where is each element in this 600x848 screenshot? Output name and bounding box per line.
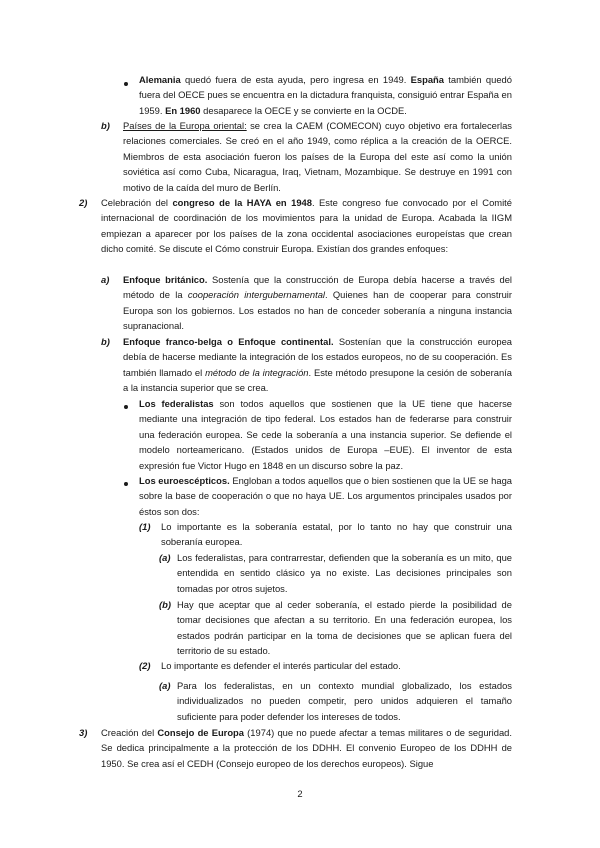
bold-text: congreso de la HAYA en 1948 [172, 197, 312, 208]
bullet-dot [124, 482, 128, 486]
italic-text: cooperación intergubernamental [187, 289, 325, 301]
paragraph-federalistas: Los federalistas son todos aquellos que sostienen que la UE tiene que hacerse mediante una integración de tipo federal. Los estados han de federarse para construir una federación europea. Se cede la soberanía a una instancia superior. Se defiende el modelo norteamericano. (Estados unidos de Europa –EUE). El inventor de esta expresión fue Victor Hugo en 1848 en un discurso sobre la paz. [139, 398, 513, 471]
bold-text: Enfoque franco-belga o Enfoque continental. [123, 336, 334, 347]
paragraph-euroescepticos: Los euroescépticos. Engloban a todos aquellos que o bien sostienen que la UE se haga sobre la base de cooperación o que no haya UE. Los argumentos principales usados por éstos son dos: [139, 475, 513, 517]
bold-text: En 1960 [165, 104, 201, 116]
page-number: 2 [297, 788, 303, 799]
paragraph-argumento-1: Lo importante es la soberanía estatal, por lo tanto no hay que construir una soberanía europea. [161, 521, 512, 548]
list-marker: b) [101, 120, 110, 131]
list-marker: 3) [79, 727, 88, 738]
underlined-heading: Países de la Europa oriental: [123, 120, 247, 131]
list-marker: (2) [139, 660, 151, 671]
paragraph-enfoque-britanico: Enfoque británico. Sostenía que la construcción de Europa debía hacerse a través del método de la cooperación intergubernamental. Quienes han de cooperar para construir Europa son los gobiernos. Los estados no han de conceder soberanía a ninguna instancia supranacional. [123, 274, 513, 332]
list-marker: (b) [159, 599, 171, 610]
italic-text: método de la integración [205, 366, 309, 378]
bullet-dot [124, 82, 128, 86]
list-marker: b) [101, 336, 110, 347]
list-marker: (a) [159, 680, 171, 691]
list-marker: (1) [139, 521, 151, 532]
paragraph-argumento-2: Lo importante es defender el interés particular del estado. [161, 660, 401, 671]
paragraph-argumento-2a: Para los federalistas, en un contexto mundial globalizado, los estados individualizados no pueden competir, pero unidos adquieren el tamaño suficiente para poder defender los intereses de todos. [177, 680, 512, 722]
paragraph-europa-oriental: Países de la Europa oriental: se crea la CAEM (COMECON) cuyo objetivo era fortalecerlas relaciones comerciales. Se creó en el año 1949, como réplica a la creación de la OERCE. Miembros de esta asociación fueron los países de la Europa del este así como la unión soviética así como Cuba, Nicaragua, Iraq, Vietnam, Mozambique. Se destruye en 1991 con motivo de la caída del muro de Berlín. [123, 120, 512, 193]
paragraph-consejo-europa: Creación del Consejo de Europa (1974) que no puede afectar a temas militares o de seguridad. Se dedica principalmente a la protección de los DDHH. El convenio Europeo de los DDHH de 1950. Se crea así el CEDH (Consejo europeo de los derechos europeos). Sigue [101, 727, 512, 769]
bold-text: Consejo de Europa [157, 727, 244, 738]
bold-text: Los euroescépticos. [139, 475, 230, 486]
bold-text: Los federalistas [139, 398, 214, 409]
bold-text: Alemania [139, 74, 181, 85]
list-marker: a) [101, 274, 110, 285]
bold-text: España [410, 74, 444, 85]
paragraph-congreso-haya: Celebración del congreso de la HAYA en 1948. Este congreso fue convocado por el Comité internacional de coordinación de los movimientos para la unidad de Europa. Acabada la IIGM empiezan a aparecer por los países de la zona occidental asociaciones europeístas que crean dicho comité. Se discute el Cómo construir Europa. Existían dos grandes enfoques: [101, 197, 512, 255]
paragraph-argumento-1a: Los federalistas, para contrarrestar, defienden que la soberanía es un mito, que entendida en sentido clásico ya no existe. Las decisiones principales son tomadas por otros sujetos. [177, 552, 512, 594]
paragraph-enfoque-franco-belga: Enfoque franco-belga o Enfoque continental. Sostenían que la construcción europea debía de hacerse mediante la integración de los estados europeos, no de su cooperación. Es también llamado el método de la integración. Este método presupone la cesión de soberanía a la instancia superior que se crea. [123, 336, 513, 394]
bold-text: Enfoque británico. [123, 274, 208, 285]
bullet-dot [124, 405, 128, 409]
paragraph-alemania: Alemania quedó fuera de esta ayuda, pero ingresa en 1949. España también quedó fuera del OECE pues se encuentra en la dictadura franquista, consiguió entrar España en 1959. En 1960 desaparece la OECE y se convierte en la OCDE. [139, 74, 512, 116]
list-marker: (a) [159, 552, 171, 563]
list-marker: 2) [79, 197, 88, 208]
paragraph-argumento-1b: Hay que aceptar que al ceder soberanía, el estado pierde la posibilidad de tomar decisiones que afectan a su territorio. En una federación europea, los estados podrán participar en la toma de decisiones que se aplican fuera del territorio de su estado. [177, 599, 512, 657]
